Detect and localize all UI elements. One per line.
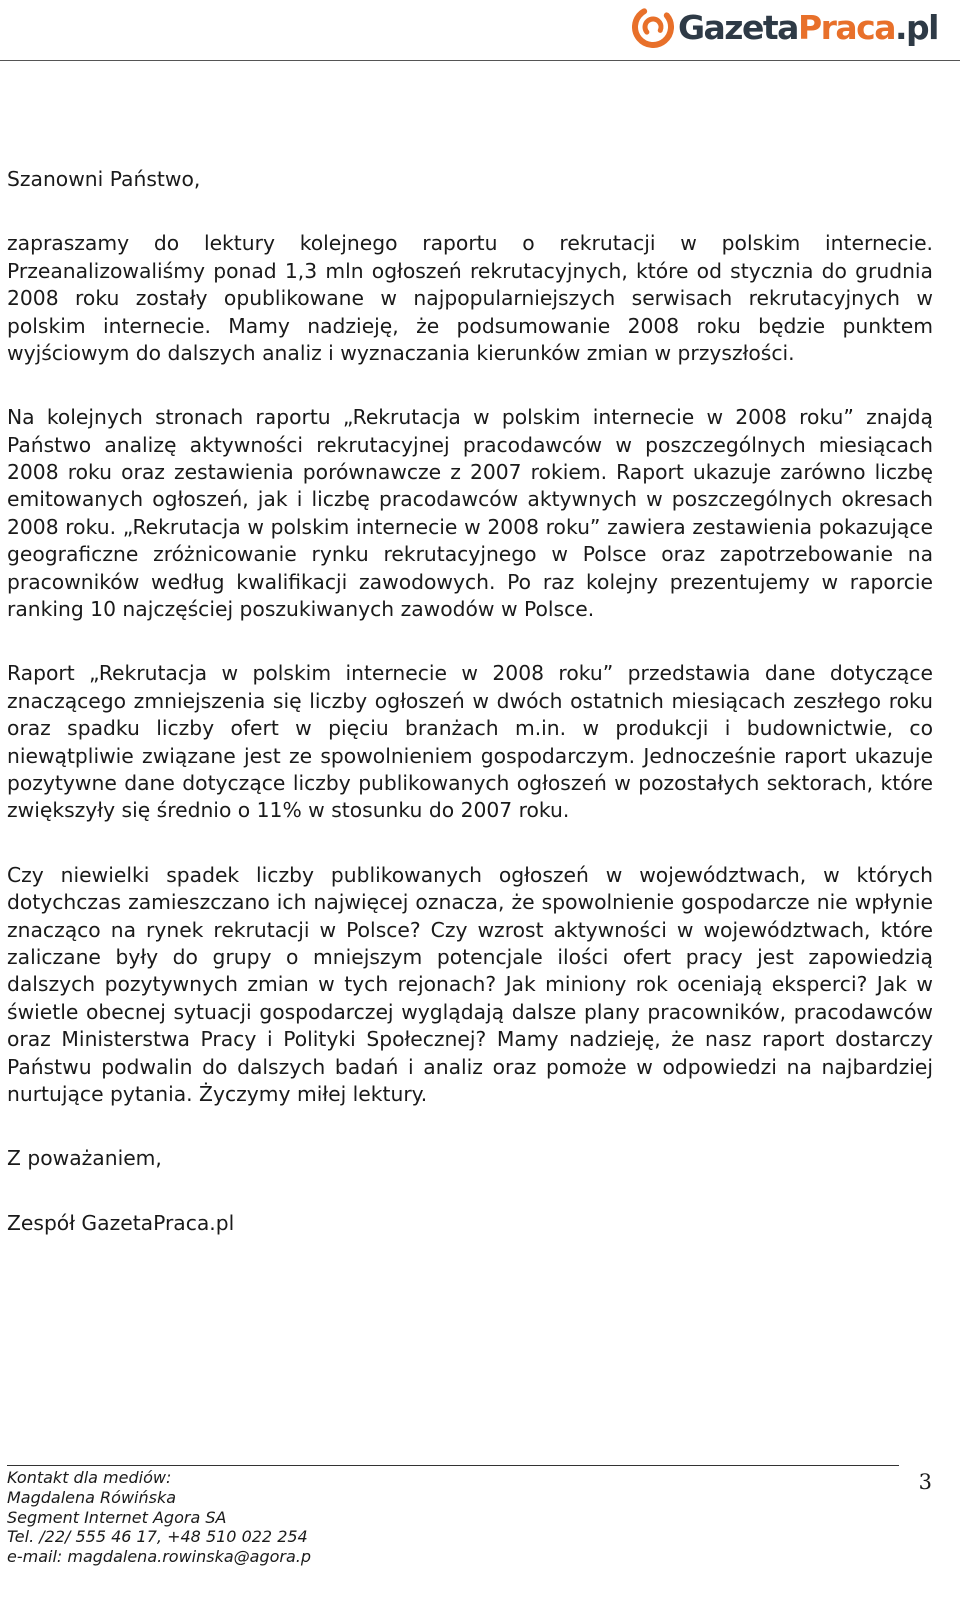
page-number: 3 xyxy=(918,1470,932,1494)
letter-signature: Zespół GazetaPraca.pl xyxy=(7,1210,235,1235)
letter-body xyxy=(7,166,933,1274)
logo-part-pl: .pl xyxy=(895,7,938,47)
contact-name: Magdalena Rówińska xyxy=(7,1487,177,1507)
contact-company: Segment Internet Agora SA xyxy=(7,1507,227,1527)
letter-paragraph-3: Raport „Rekrutacja w polskim internecie w 2008 roku” przedstawia dane dotyczące znaczącego zmniejszenia się liczby ogłoszeń w dwóch ostatnich miesiącach zeszłego roku oraz spadku liczby ofert w pięciu branżach m.in. w produkcji i budownictwie, co niewątpliwie związane jest ze spowolnieniem gospodarczym. Jednocześnie raport ukazuje pozytywne dane dotyczące liczby publikowanych ogłoszeń w pozostałych sektorach, które zwiększyły się średnio o 11% w stosunku do 2007 roku. xyxy=(7,661,933,823)
gazetapraca-logo xyxy=(632,4,938,50)
letter-paragraph-4: Czy niewielki spadek liczby publikowanych ogłoszeń w województwach, w których dotychczas zamieszczano ich najwięcej oznacza, że spowolnienie gospodarcze nie wpłynie znacząco na rynek rekrutacji w Polsce? Czy wzrost aktywności w województwach, które zaliczane były do grupy o mniejszym potencjale ilości ofert pracy jest zapowiedzią dalszych pozytywnych zmian w tych rejonach? Jak miniony rok oceniają eksperci? Jak w świetle obecnej sytuacji gospodarczej wyglądają dalsze plany pracowników, pracodawców oraz Ministerstwa Pracy i Polityki Społecznej? Mamy nadzieję, że nasz raport dostarczy Państwu podwalin do dalszych badań i analiz oraz pomoże w odpowiedzi na najbardziej nurtujące pytania. Życzymy miłej lektury. xyxy=(7,862,933,1106)
contact-heading: Kontakt dla mediów: xyxy=(7,1468,172,1487)
gazetapraca-swirl-icon xyxy=(632,6,674,48)
letter-paragraph-1: zapraszamy do lektury kolejnego raportu o rekrutacji w polskim internecie. Przeanalizowaliśmy ponad 1,3 mln ogłoszeń rekrutacyjnych, które od stycznia do grudnia 2008 roku zostały opublikowane w najpopularniejszych serwisach rekrutacyjnych w polskim internecie. Mamy nadzieję, że podsumowanie 2008 roku będzie punktem wyjściowym do dalszych analiz i wyznaczania kierunków zmian w przyszłości. xyxy=(7,231,933,365)
page-header xyxy=(0,0,960,64)
letter-closing: Z poważaniem, xyxy=(7,1146,162,1171)
letter-salutation: Szanowni Państwo, xyxy=(7,167,201,191)
footer-divider xyxy=(7,1465,899,1466)
media-contact xyxy=(7,1468,311,1567)
logo-wordmark xyxy=(677,7,938,47)
contact-phone: Tel. /22/ 555 46 17, +48 510 022 254 xyxy=(7,1527,308,1547)
logo-part-gazeta: Gazeta xyxy=(677,7,798,47)
logo-part-praca: Praca xyxy=(797,7,896,47)
header-divider xyxy=(0,60,960,61)
letter-paragraph-2: Na kolejnych stronach raportu „Rekrutacja w polskim internecie w 2008 roku” znajdą Państwo analizę aktywności rekrutacyjnej pracodawców w poszczególnych miesiącach 2008 roku oraz zestawienia porównawcze z 2007 rokiem. Raport ukazuje zarówno liczbę emitowanych ogłoszeń, jak i liczbę pracodawców aktywnych w poszczególnych okresach 2008 roku. „Rekrutacja w polskim internecie w 2008 roku” zawiera zestawienia pokazujące geograficzne zróżnicowanie rynku rekrutacyjnego w Polsce oraz zapotrzebowanie na pracowników według kwalifikacji zawodowych. Po raz kolejny prezentujemy w raporcie ranking 10 najczęściej poszukiwanych zawodów w Polsce. xyxy=(7,405,933,622)
contact-email: e-mail: magdalena.rowinska@agora.p xyxy=(7,1547,312,1567)
